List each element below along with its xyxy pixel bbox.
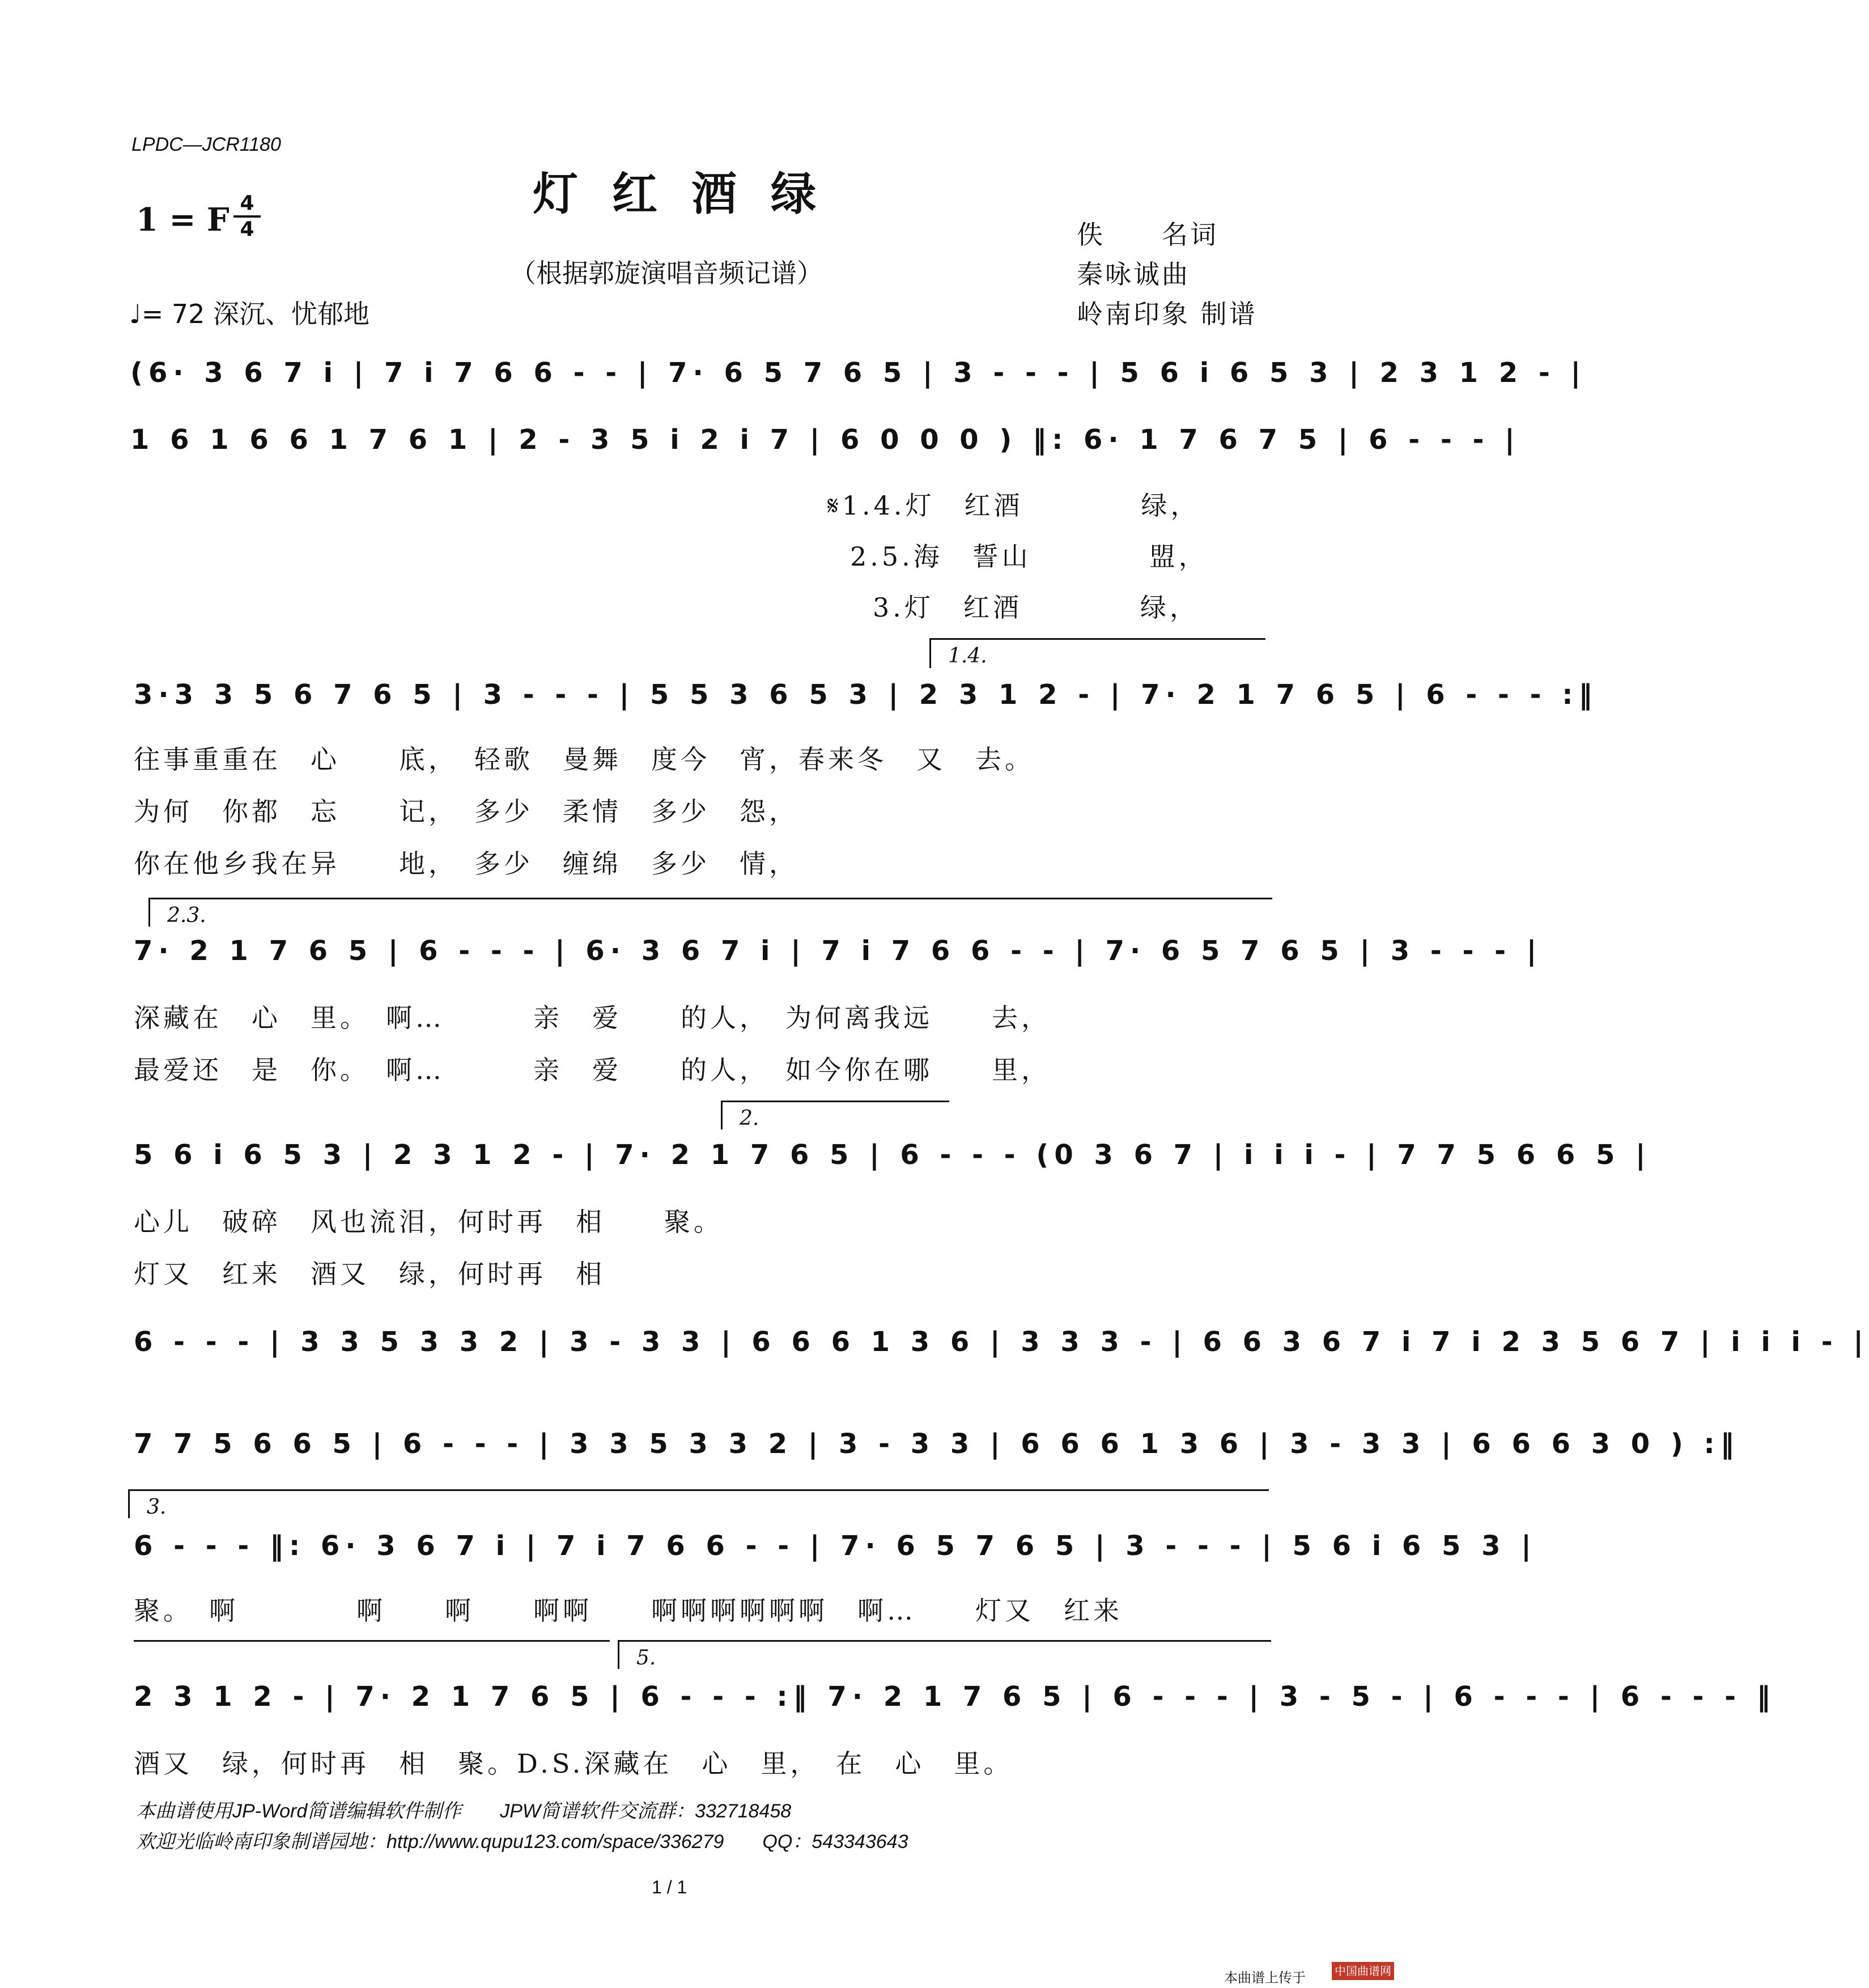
verse-intro-1: 𝄋1.4.灯 红酒 绿， [827, 490, 1200, 521]
credit-lyricist: 佚 名词 [1077, 219, 1218, 250]
lyrics-line-5-verse-2: 灯又 红来 酒又 绿，何时再 相 [134, 1259, 605, 1289]
verse-intro-2: 2.5.海 誓山 盟， [850, 541, 1208, 572]
upload-note: 本曲谱上传于 [1224, 1970, 1306, 1986]
score-line-7: 7 7 5 6 6 5 | 6 - - - | 3 3 5 3 3 2 | 3 - 3 3 | 6 6 6 1 3 6 | 3 - 3 3 | 6 6 6 3 0 ) :‖ [134, 1428, 1740, 1460]
score-line-6: 6 - - - | 3 3 5 3 3 2 | 3 - 3 3 | 6 6 6 1 3 6 | 3 3 3 - | 6 6 3 6 7 i 7 i 2 3 5 6 7 | i i i - | [134, 1326, 1869, 1358]
lyrics-line-9: 酒又 绿，何时再 相 聚。D.S.深藏在 心 里， 在 心 里。 [134, 1748, 1013, 1779]
time-signature-bottom: 4 [240, 218, 254, 241]
lyrics-line-8: 聚。 啊 啊 啊 啊啊 啊啊啊啊啊啊 啊… 灯又 红来 [134, 1595, 1123, 1626]
volta-5: 5. [618, 1640, 1271, 1669]
volta-3: 3. [128, 1489, 1269, 1518]
score-line-9: 2 3 1 2 - | 7· 2 1 7 6 5 | 6 - - - :‖ 7· 2 1 7 6 5 | 6 - - - | 3 - 5 - | 6 - - - | 6 - - - ‖ [134, 1681, 1776, 1713]
credit-transcriber: 岭南印象 制谱 [1077, 299, 1258, 329]
score-line-3: 3·3 3 5 6 7 6 5 | 3 - - - | 5 5 3 6 5 3 | 2 3 1 2 - | 7· 2 1 7 6 5 | 6 - - - :‖ [134, 679, 1598, 711]
score-line-1: (6· 3 6 7 i | 7 i 7 6 6 - - | 7· 6 5 7 6 5 | 3 - - - | 5 6 i 6 5 3 | 2 3 1 2 - | [130, 357, 1587, 389]
score-line-8: 6 - - - ‖: 6· 3 6 7 i | 7 i 7 6 6 - - | 7· 6 5 7 6 5 | 3 - - - | 5 6 i 6 5 3 | [134, 1530, 1537, 1562]
tempo-marking: ♩= 72 深沉、忧郁地 [129, 299, 370, 329]
score-code: LPDC—JCR1180 [131, 134, 281, 155]
song-title: 灯红酒绿 [533, 167, 850, 220]
credit-composer: 秦咏诚曲 [1077, 259, 1190, 290]
lyrics-line-3-verse-1: 往事重重在 心 底， 轻歌 曼舞 度今 宵，春来冬 又 去。 [134, 744, 1034, 775]
volta-line [134, 1640, 610, 1642]
volta-2-3: 2.3. [148, 898, 1272, 927]
footer-software-note: 本曲谱使用JP-Word简谱编辑软件制作 JPW简谱软件交流群：332718458 [136, 1800, 792, 1822]
volta-1-4: 1.4. [929, 638, 1265, 668]
verse-intro-3: 3.灯 红酒 绿， [873, 592, 1199, 623]
lyrics-line-4-verse-1: 深藏在 心 里。 啊… 亲 爱 的人， 为何离我远 去， [134, 1003, 1051, 1033]
site-logo: 中国曲谱网 [1332, 1962, 1394, 1980]
score-line-2: 1 6 1 6 6 1 7 6 1 | 2 - 3 5 i 2 i 7 | 6 0 0 0 ) ‖: 6· 1 7 6 7 5 | 6 - - - | [130, 424, 1520, 456]
lyrics-line-4-verse-2: 最爱还 是 你。 啊… 亲 爱 的人， 如今你在哪 里， [134, 1055, 1051, 1085]
volta-2: 2. [721, 1101, 949, 1129]
footer-website-note: 欢迎光临岭南印象制谱园地：http://www.qupu123.com/space/336279 QQ：543343643 [136, 1831, 908, 1853]
key-signature: 1 = F [136, 201, 230, 239]
score-line-5: 5 6 i 6 5 3 | 2 3 1 2 - | 7· 2 1 7 6 5 | 6 - - - (0 3 6 7 | i i i - | 7 7 5 6 6 5 | [134, 1139, 1651, 1171]
time-signature [233, 193, 261, 240]
subtitle: （根据郭旋演唱音频记谱） [510, 258, 823, 288]
lyrics-line-3-verse-2: 为何 你都 忘 记， 多少 柔情 多少 怨， [134, 796, 798, 827]
lyrics-line-3-verse-3: 你在他乡我在异 地， 多少 缠绵 多少 情， [134, 848, 798, 879]
lyrics-line-5-verse-1: 心儿 破碎 风也流泪，何时再 相 聚。 [134, 1207, 723, 1237]
time-signature-top: 4 [240, 192, 254, 215]
page-number: 1 / 1 [652, 1877, 687, 1897]
score-line-4: 7· 2 1 7 6 5 | 6 - - - | 6· 3 6 7 i | 7 i 7 6 6 - - | 7· 6 5 7 6 5 | 3 - - - | [134, 935, 1543, 967]
